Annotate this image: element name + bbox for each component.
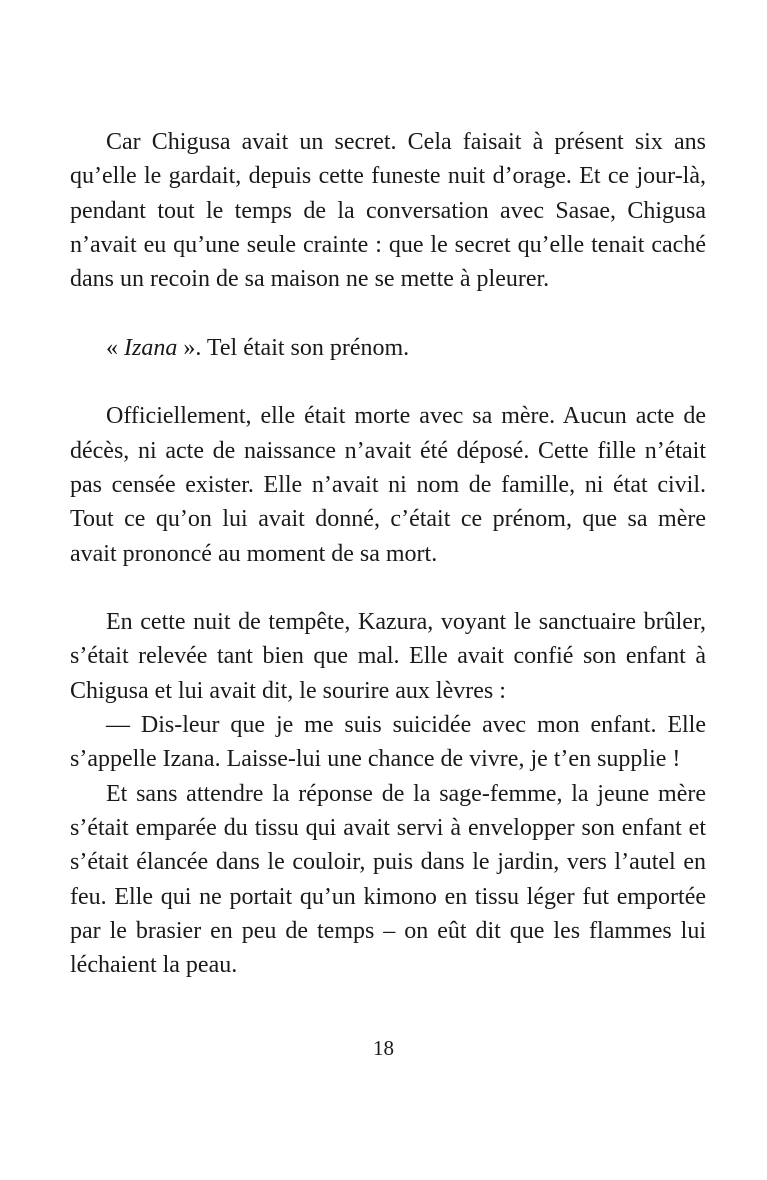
quote-open: « (106, 334, 124, 361)
page-number: 18 (373, 1036, 394, 1060)
paragraph-dialogue: — Dis-leur que je me suis suicidée avec mon enfant. Elle s’appelle Izana. Laisse-lui une chance de vivre, je t’en supplie ! (70, 712, 706, 773)
paragraph-storm-night: En cette nuit de tempête, Kazura, voyant le sanctuaire brûler, s’était relevée tant bien que mal. Elle avait confié son enfant à Chigusa et lui avait dit, le sourire aux lèvres : (70, 609, 706, 704)
paragraph-flames: Et sans attendre la réponse de la sage-femme, la jeune mère s’était emparée du tissu qui avait servi à envelopper son enfant et s’était élancée dans le couloir, puis dans le jardin, vers l’autel en feu. Elle qui ne portait qu’un kimono en tissu léger fut emportée par le brasier en peu de temps – on eût dit que les flammes lui léchaient la peau. (70, 780, 706, 979)
paragraph-secret: Car Chigusa avait un secret. Cela faisait à présent six ans qu’elle le gardait, depuis cette funeste nuit d’orage. Et ce jour-là, pendant tout le temps de la conversation avec Sasae, Chigusa n’avait eu qu’une seule crainte : que le secret qu’elle tenait caché dans un recoin de sa maison ne se mette à pleurer. (70, 129, 706, 293)
name-izana: Izana (124, 334, 178, 361)
paragraph-name (70, 331, 706, 365)
name-sentence: ». Tel était son prénom. (177, 334, 410, 361)
paragraph-officially: Officiellement, elle était morte avec sa mère. Aucun acte de décès, ni acte de naissance n’avait été déposé. Cette fille n’était pas censée exister. Elle n’avait ni nom de famille, ni état civil. Tout ce qu’on lui avait donné, c’était ce prénom, que sa mère avait prononcé au moment de sa mort. (70, 403, 706, 567)
page-body (70, 125, 706, 982)
paragraph-gap (70, 365, 706, 399)
paragraph-gap (70, 296, 706, 330)
paragraph-gap (70, 571, 706, 605)
